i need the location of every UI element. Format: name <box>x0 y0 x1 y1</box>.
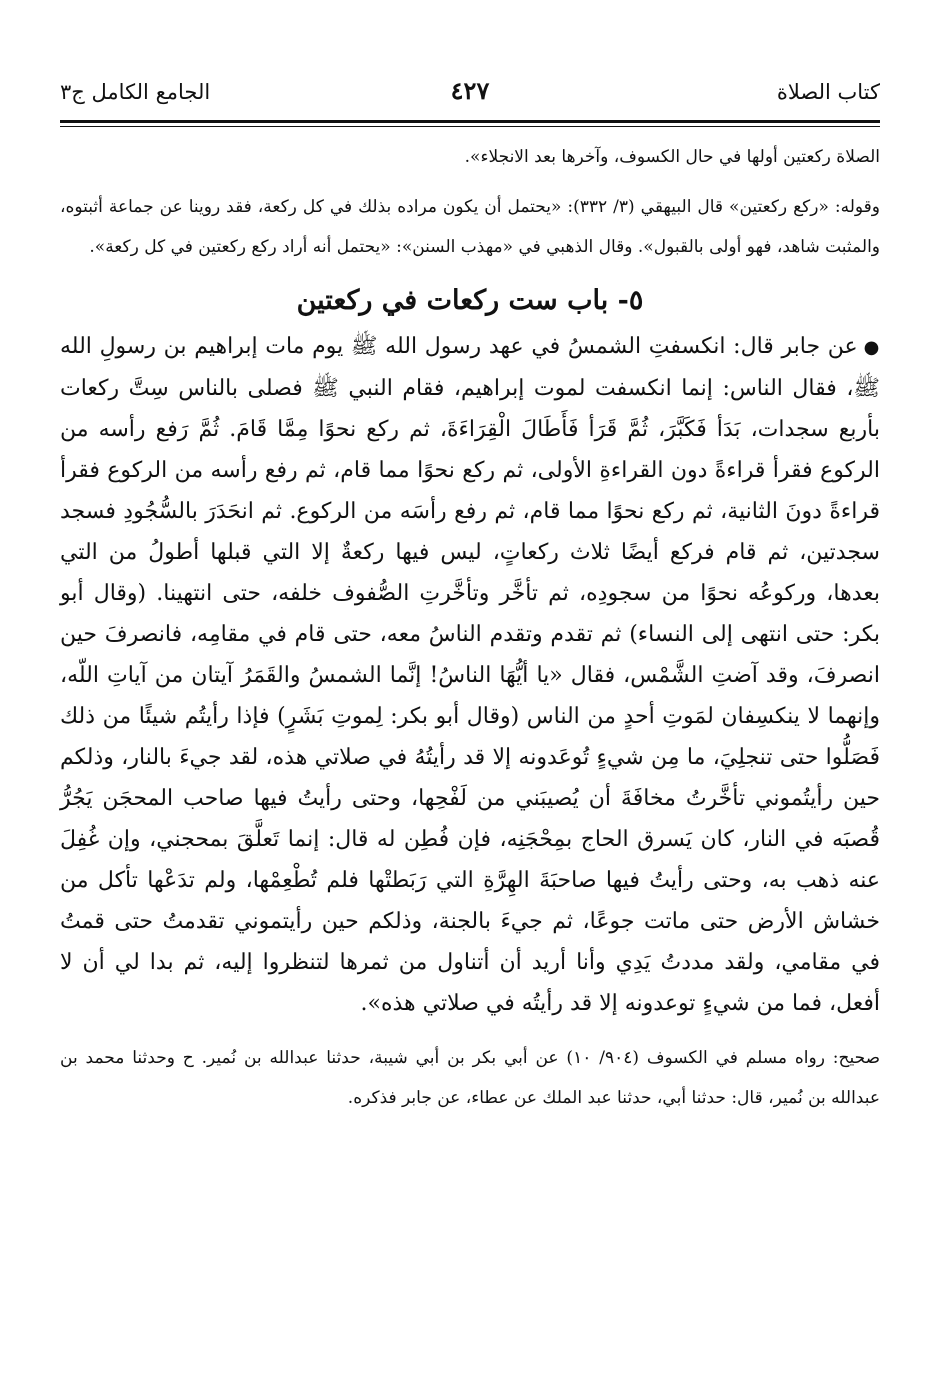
continuation-text: الصلاة ركعتين أولها في حال الكسوف، وآخرها بعد الانجلاء». <box>464 147 880 167</box>
page-number: ٤٢٧ <box>450 76 490 105</box>
section-heading: ٥- باب ست ركعات في ركعتين <box>296 285 644 316</box>
source-note: صحيح: رواه مسلم في الكسوف (٩٠٤/ ١٠) عن أبي بكر بن أبي شيبة، حدثنا عبدالله بن نُمير. ح وحدثنا محمد بن عبدالله بن نُمير، قال: حدثنا أبي، حدثنا عبد الملك عن عطاء، عن جابر فذكره. <box>60 1048 881 1108</box>
bullet-icon: ● <box>863 337 880 358</box>
hadith-paragraph <box>60 326 880 1024</box>
header-rule-thin <box>60 126 880 127</box>
book-title: الجامع الكامل ج٣ <box>60 80 211 104</box>
header-rule-thick <box>60 120 880 123</box>
book-page <box>60 70 880 1118</box>
chapter-title: كتاب الصلاة <box>776 80 880 104</box>
commentary-note: وقوله: «ركع ركعتين» قال البيهقي (٣/ ٣٣٢): «يحتمل أن يكون مراده بذلك في كل ركعة، فقد روينا عن جماعة أثبتوه، والمثبت شاهد، فهو أولى بالقبول». وقال الذهبي في «مهذب السنن»: «يحتمل أنه أراد ركع ركعتين في كل ركعة». <box>60 197 881 257</box>
hadith-text: عن جابر قال: انكسفتِ الشمسُ في عهد رسول الله ﷺ يوم مات إبراهيم بن رسولِ الله ﷺ، فقال الناس: إنما انكسفت لموت إبراهيم، فقام النبي ﷺ فصلى بالناس سِتَّ ركعات بأربع سجدات، بَدَأ فَكَبَّرَ، ثُمَّ قَرَأ فَأَطَالَ الْقِرَاءَةَ، ثم ركع نحوًا مِمَّا قَامَ. ثُمَّ رَفع رأسه من الركوع فقرأ قراءةً دون القراءةِ الأولى، ثم ركع نحوًا مما قام، ثم رفع رأسه من الركوع فقرأ قراءةً دونَ الثانية، ثم ركع نحوًا مما قام، ثم رفع رأسَه من الركوع. ثم انحَدَرَ بالسُّجُودِ فسجد سجدتين، ثم قام فركع أيضًا ثلاث ركعاتٍ، ليس فيها ركعةٌ إلا التي قبلها أطولُ من التي بعدها، وركوعُه نحوًا من سجودِه، ثم تأخَّر وتأخَّرتِ الصُّفوف خلفه، حتى انتهينا. (وقال أبو بكر: حتى انتهى إلى النساء) ثم تقدم وتقدم الناسُ معه، حتى قام في مقامِه، فانصرفَ حين انصرفَ، وقد آضتِ الشَّمْس، فقال «يا أيُّهَا الناسُ! إنَّما الشمسُ والقَمَرُ آيتان من آياتِ اللّه، وإنهما لا ينكسِفان لمَوتِ أحدٍ من الناس (وقال أبو بكر: لِموتِ بَشَرٍ) فإذا رأيتُم شيئًا من ذلك فَصَلُّوا حتى تنجلِيَ، ما مِن شيءٍ تُوعَدونه إلا قد رأيتُهُ في صلاتي هذه، لقد جيءَ بالنار، وذلكم حين رأيتُموني تأخَّرتُ مخافَةَ أن يُصيبَني من لَفْحِها، وحتى رأيتُ فيها صاحب المحجَن يَجُرُّ قُصبَه في النار، كان يَسرق الحاج بمِحْجَنِه، فإن فُطِن له قال: إنما تَعلَّقَ بمحجني، وإن غُفِلَ عنه ذهب به، وحتى رأيتُ فيها صاحبَةَ الهِرَّةِ التي رَبَطتْها فلم تُطْعِمْها، ولم تدَعْها تأكل من خشاش الأرض حتى ماتت جوعًا، ثم جيءَ بالجنة، وذلكم حين رأيتموني تقدمتُ حتى قمتُ في مقامي، ولقد مددتُ يَدِي وأنا أريد أن أتناول من ثمرها لتنظروا إليه، ثم بدا لي أن لا أفعل، فما من شيءٍ توعدونه إلا قد رأيتُه في صلاتي هذه». <box>60 334 881 1016</box>
running-header <box>60 70 880 114</box>
